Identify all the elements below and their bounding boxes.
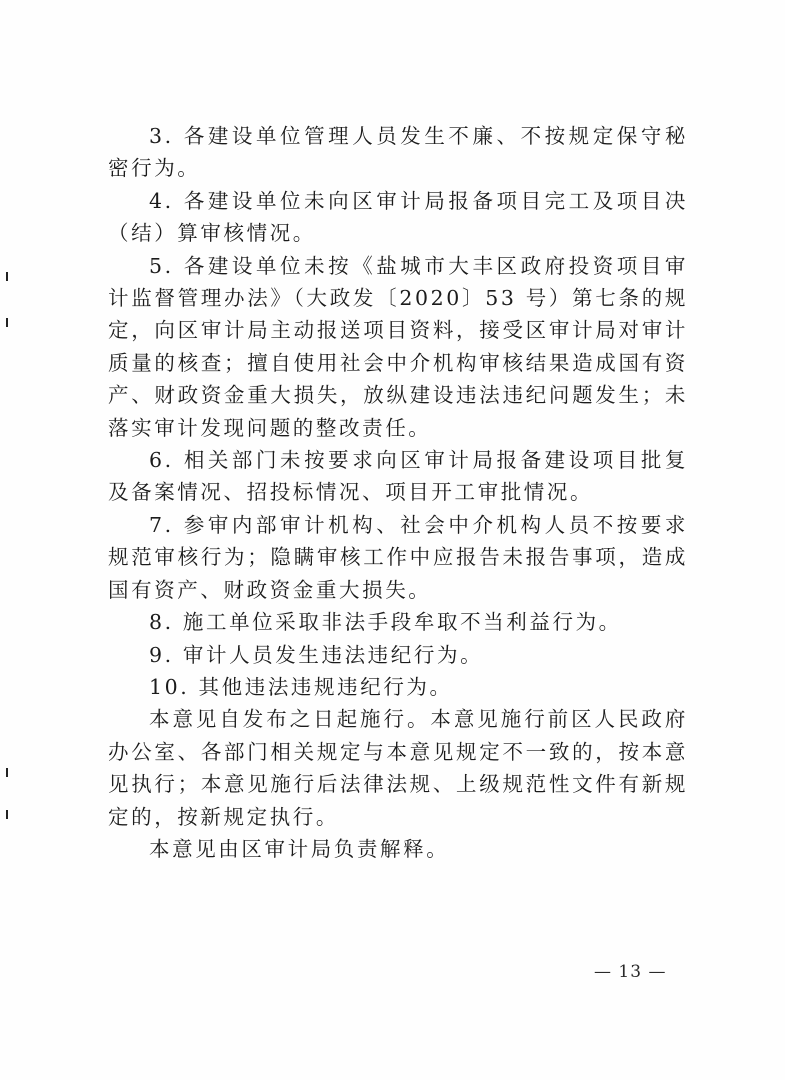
paragraph-item-7: 7. 参审内部审计机构、社会中介机构人员不按要求规范审核行为；隐瞒审核工作中应报告未报告事项，造成国有资产、财政资金重大损失。: [108, 512, 688, 602]
effective-date-paragraph: 本意见自发布之日起施行。本意见施行前区人民政府办公室、各部门相关规定与本意见规定不一致的，按本意见执行；本意见施行后法律法规、上级规范性文件有新规定的，按新规定执行。: [108, 707, 688, 829]
scan-margin-mark: [6, 810, 8, 819]
paragraph-item-6: 6. 相关部门未按要求向区审计局报备建设项目批复及备案情况、招投标情况、项目开工审批情况。: [108, 448, 688, 505]
paragraph-item-9: 9. 审计人员发生违法违纪行为。: [149, 642, 484, 667]
interpretation-paragraph: 本意见由区审计局负责解释。: [149, 836, 450, 861]
paragraph-item-5: 5. 各建设单位未按《盐城市大丰区政府投资项目审计监督管理办法》（大政发〔2020〕53 号）第七条的规定，向区审计局主动报送项目资料，接受区审计局对审计质量的核查；擅自使用社会中介机构审核结果造成国有资产、财政资金重大损失，放纵建设违法违纪问题发生；未落实审计发现问题的整改责任。: [108, 253, 688, 440]
document-body: [108, 120, 688, 865]
paragraph-item-8: 8. 施工单位采取非法手段牟取不当利益行为。: [149, 610, 622, 635]
paragraph-item-10: 10. 其他违法违规违纪行为。: [149, 674, 453, 699]
scan-margin-mark: [6, 318, 8, 327]
scan-margin-mark: [6, 768, 8, 777]
paragraph-item-3: 3. 各建设单位管理人员发生不廉、不按规定保守秘密行为。: [108, 124, 688, 181]
paragraph-item-4: 4. 各建设单位未向区审计局报备项目完工及项目决（结）算审核情况。: [108, 188, 688, 246]
page-number: — 13 —: [594, 962, 667, 982]
scan-margin-mark: [6, 272, 8, 281]
